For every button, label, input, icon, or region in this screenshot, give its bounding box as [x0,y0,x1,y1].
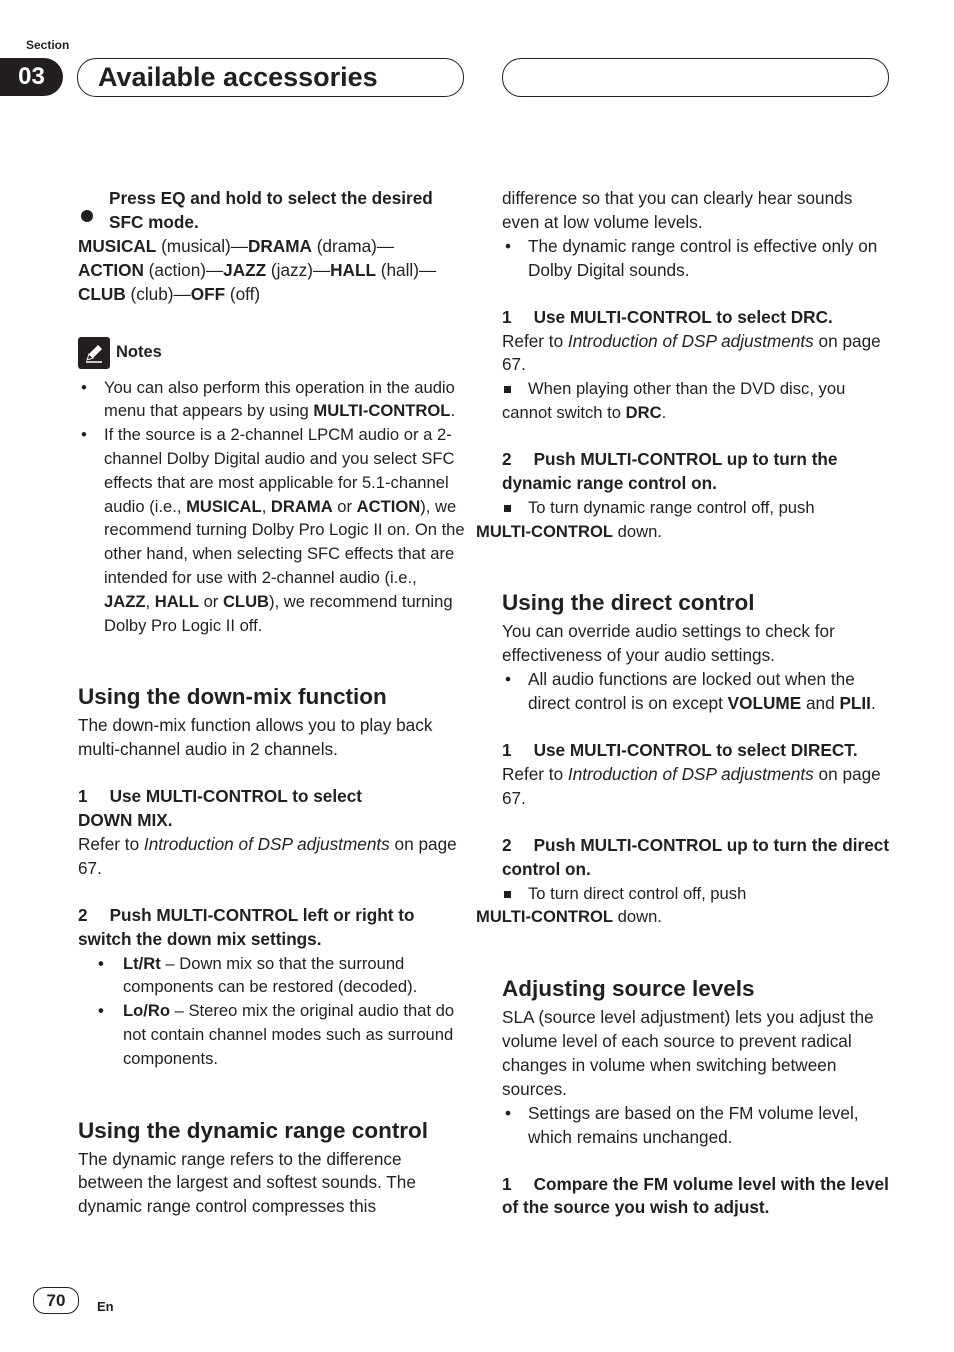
eq-instruction-text: Press EQ and hold to select the desired SFC mode. [109,188,433,232]
note-keyword: MULTI-CONTROL [476,907,614,927]
step-text: DOWN MIX. [78,810,173,831]
bullet-text: and [801,693,840,714]
ref-link-text: Introduction of DSP adjustments [143,833,390,854]
drc-step-1-ref [502,330,890,378]
step-text: Use MULTI-CONTROL to select DRC. [533,306,833,327]
direct-step-1 [502,739,890,763]
drc-step-1-note: When playing other than the DVD disc, you cannot switch to DRC. [502,379,846,423]
step-text: Push MULTI-CONTROL up to turn the direct control on. [502,834,890,879]
bullet-icon: • [98,1001,104,1021]
direct-step-2 [502,834,890,882]
note-text: down. [613,907,662,927]
sfc-mode-name: JAZZ [223,259,267,280]
direct-step-2-note [476,882,890,930]
note-text: To turn dynamic range control off, push [528,497,815,517]
note-keyword: JAZZ [104,591,146,611]
step-number: 1 [502,306,512,327]
empty-title-frame [502,58,889,97]
section-heading-sla: Adjusting source levels [502,976,755,1002]
ref-text: on page 67. [78,833,457,878]
note-keyword: ACTION [356,496,421,516]
step-number: 2 [502,834,512,855]
note-item: • You can also perform this operation in the audio menu that appears by using MULTI-CONTROL. [81,377,456,421]
sfc-mode-name: HALL [330,259,376,280]
note-keyword: CLUB [222,591,270,611]
sfc-mode-desc: (drama) [311,235,377,256]
direct-step-1-ref [502,763,890,811]
note-keyword: MULTI-CONTROL [313,401,451,421]
bullet-text: The dynamic range control is effective only on Dolby Digital sounds. [528,235,878,280]
option-desc: – Down mix so that the surround components can be restored (decoded). [123,953,418,997]
bullet-icon: • [98,953,104,973]
square-bullet-icon [504,891,511,898]
step-text: Push MULTI-CONTROL left or right to switch the down mix settings. [78,904,415,949]
sfc-mode-desc: (club) [125,283,174,304]
option-desc: – Stereo mix the original audio that do not contain channel modes such as surround components. [123,1001,455,1068]
step-text: Compare the FM volume level with the level of the source you wish to adjust. [502,1173,889,1218]
sla-intro: SLA (source level adjustment) lets you adjust the volume level of each source to prevent radical changes in volume when switching between sources. [502,1007,874,1099]
downmix-option [78,952,466,1000]
downmix-step-1 [78,785,466,833]
sfc-mode-name: DRAMA [247,235,312,256]
bullet-icon: • [81,377,87,397]
ref-link-text: Introduction of DSP adjustments [567,330,814,351]
note-keyword: MULTI-CONTROL [476,521,614,541]
ref-text: Refer to [502,763,568,784]
drc-intro-continued: difference so that you can clearly hear sounds even at low volume levels. [502,188,853,232]
step-number: 1 [502,1173,512,1194]
square-bullet-icon [504,386,511,393]
bullet-dot-icon [81,210,93,222]
bullet-icon: • [505,235,512,256]
sfc-mode-name: OFF [190,283,226,304]
ref-link-text: Introduction of DSP adjustments [567,763,814,784]
ref-text: Refer to [78,833,144,854]
sfc-mode-desc: (action) [143,259,206,280]
bullet-text: All audio functions are locked out when the direct control is on except [528,669,855,714]
downmix-option [78,999,466,1070]
step-text: Use MULTI-CONTROL to select DIRECT. [533,739,858,760]
note-text: ), we recommend turning Dolby Pro Logic II off. [104,591,453,635]
page-title: Available accessories [98,62,378,92]
bullet-icon: • [505,669,512,690]
right-column [476,187,890,1220]
section-heading-downmix: Using the down-mix function [78,684,387,710]
drc-intro: The dynamic range refers to the difference between the largest and softest sounds. The dynamic range control compresses this [78,1148,416,1217]
ref-text: Refer to [502,330,568,351]
sfc-mode-name: MUSICAL [78,235,157,256]
ref-text: on page 67. [502,330,881,375]
downmix-intro: The down-mix function allows you to play back multi-channel audio in 2 channels. [78,715,433,760]
note-text: down. [613,521,662,541]
sla-bullet [502,1102,890,1150]
section-heading-drc: Using the dynamic range control [78,1117,429,1143]
square-bullet-icon [504,505,511,512]
section-number-badge: 03 [0,58,63,96]
note-text: or [332,496,357,516]
bullet-icon: • [81,425,87,445]
drc-step-2-note [476,496,890,544]
note-text: When playing other than the DVD disc, you cannot switch to [502,379,846,423]
bullet-keyword: PLII [839,693,871,714]
option-name: Lo/Ro [123,1001,171,1021]
drc-bullet [502,235,890,283]
ref-text: on page 67. [502,763,881,808]
sfc-mode-list: MUSICAL (musical)—DRAMA (drama)— ACTION (action)—JAZZ (jazz)—HALL (hall)— CLUB (club)—OFF (off) [78,235,437,304]
sfc-mode-desc: (off) [225,283,261,304]
drc-step-1 [502,306,890,330]
notes-list [78,376,466,638]
eq-instruction [78,187,466,235]
note-keyword: HALL [154,591,199,611]
direct-bullet: • All audio functions are locked out when the direct control is on except VOLUME and PLII. [505,669,876,714]
note-keyword: DRC [625,403,662,423]
drc-step-2 [502,448,890,496]
note-keyword: DRAMA [270,496,333,516]
note-text: If the source is a 2-channel LPCM audio or a 2-channel Dolby Digital audio and you select SFC effects that are most applicable for 5.1-channel audio (i.e., [104,425,455,516]
sfc-mode-name: CLUB [78,283,126,304]
bullet-icon: • [505,1102,512,1123]
language-label: En [97,1299,114,1314]
page-number: 70 [33,1287,79,1314]
bullet-keyword: VOLUME [727,693,802,714]
note-text: To turn direct control off, push [528,883,747,903]
sla-step-1 [502,1173,890,1221]
sfc-mode-desc: (jazz) [266,259,313,280]
step-text: Use MULTI-CONTROL to select [109,786,362,807]
note-text: You can also perform this operation in the audio menu that appears by using [104,377,455,421]
step-number: 1 [78,786,88,807]
sfc-mode-name: ACTION [78,259,144,280]
direct-intro: You can override audio settings to check for effectiveness of your audio settings. [502,621,835,666]
note-text: ), we recommend turning Dolby Pro Logic II on. On the other hand, when selecting SFC effects that are intended for use with 2-channel audio (i.e., [104,496,465,587]
pencil-note-icon [78,337,110,369]
option-name: Lt/Rt [123,953,161,973]
bullet-text: Settings are based on the FM volume level, which remains unchanged. [528,1102,859,1147]
downmix-step-2 [78,904,466,952]
note-item: • If the source is a 2-channel LPCM audio or a 2-channel Dolby Digital audio and you select SFC effects that are most applicable for 5.1-channel audio (i.e., MUSICAL, DRAMA or ACTION), we recommend turning Dolby Pro Logic II on. On the other hand, when selecting SFC effects that are intended for use with 2-channel audio (i.e., JAZZ, HALL or CLUB), we recommend turning Dolby Pro Logic II off. [81,425,465,635]
downmix-step-1-ref [78,833,466,881]
note-keyword: MUSICAL [186,496,262,516]
sfc-mode-desc: (hall) [375,259,419,280]
notes-header [78,337,466,369]
section-label: Section [26,38,70,52]
step-number: 2 [78,904,88,925]
step-text: Push MULTI-CONTROL up to turn the dynamic range control on. [502,448,838,493]
left-column [78,187,466,1219]
step-number: 1 [502,739,512,760]
step-number: 2 [502,448,512,469]
sfc-mode-desc: (musical) [156,235,231,256]
note-text: or [198,591,223,611]
section-heading-direct: Using the direct control [502,590,755,616]
notes-title: Notes [116,342,162,361]
